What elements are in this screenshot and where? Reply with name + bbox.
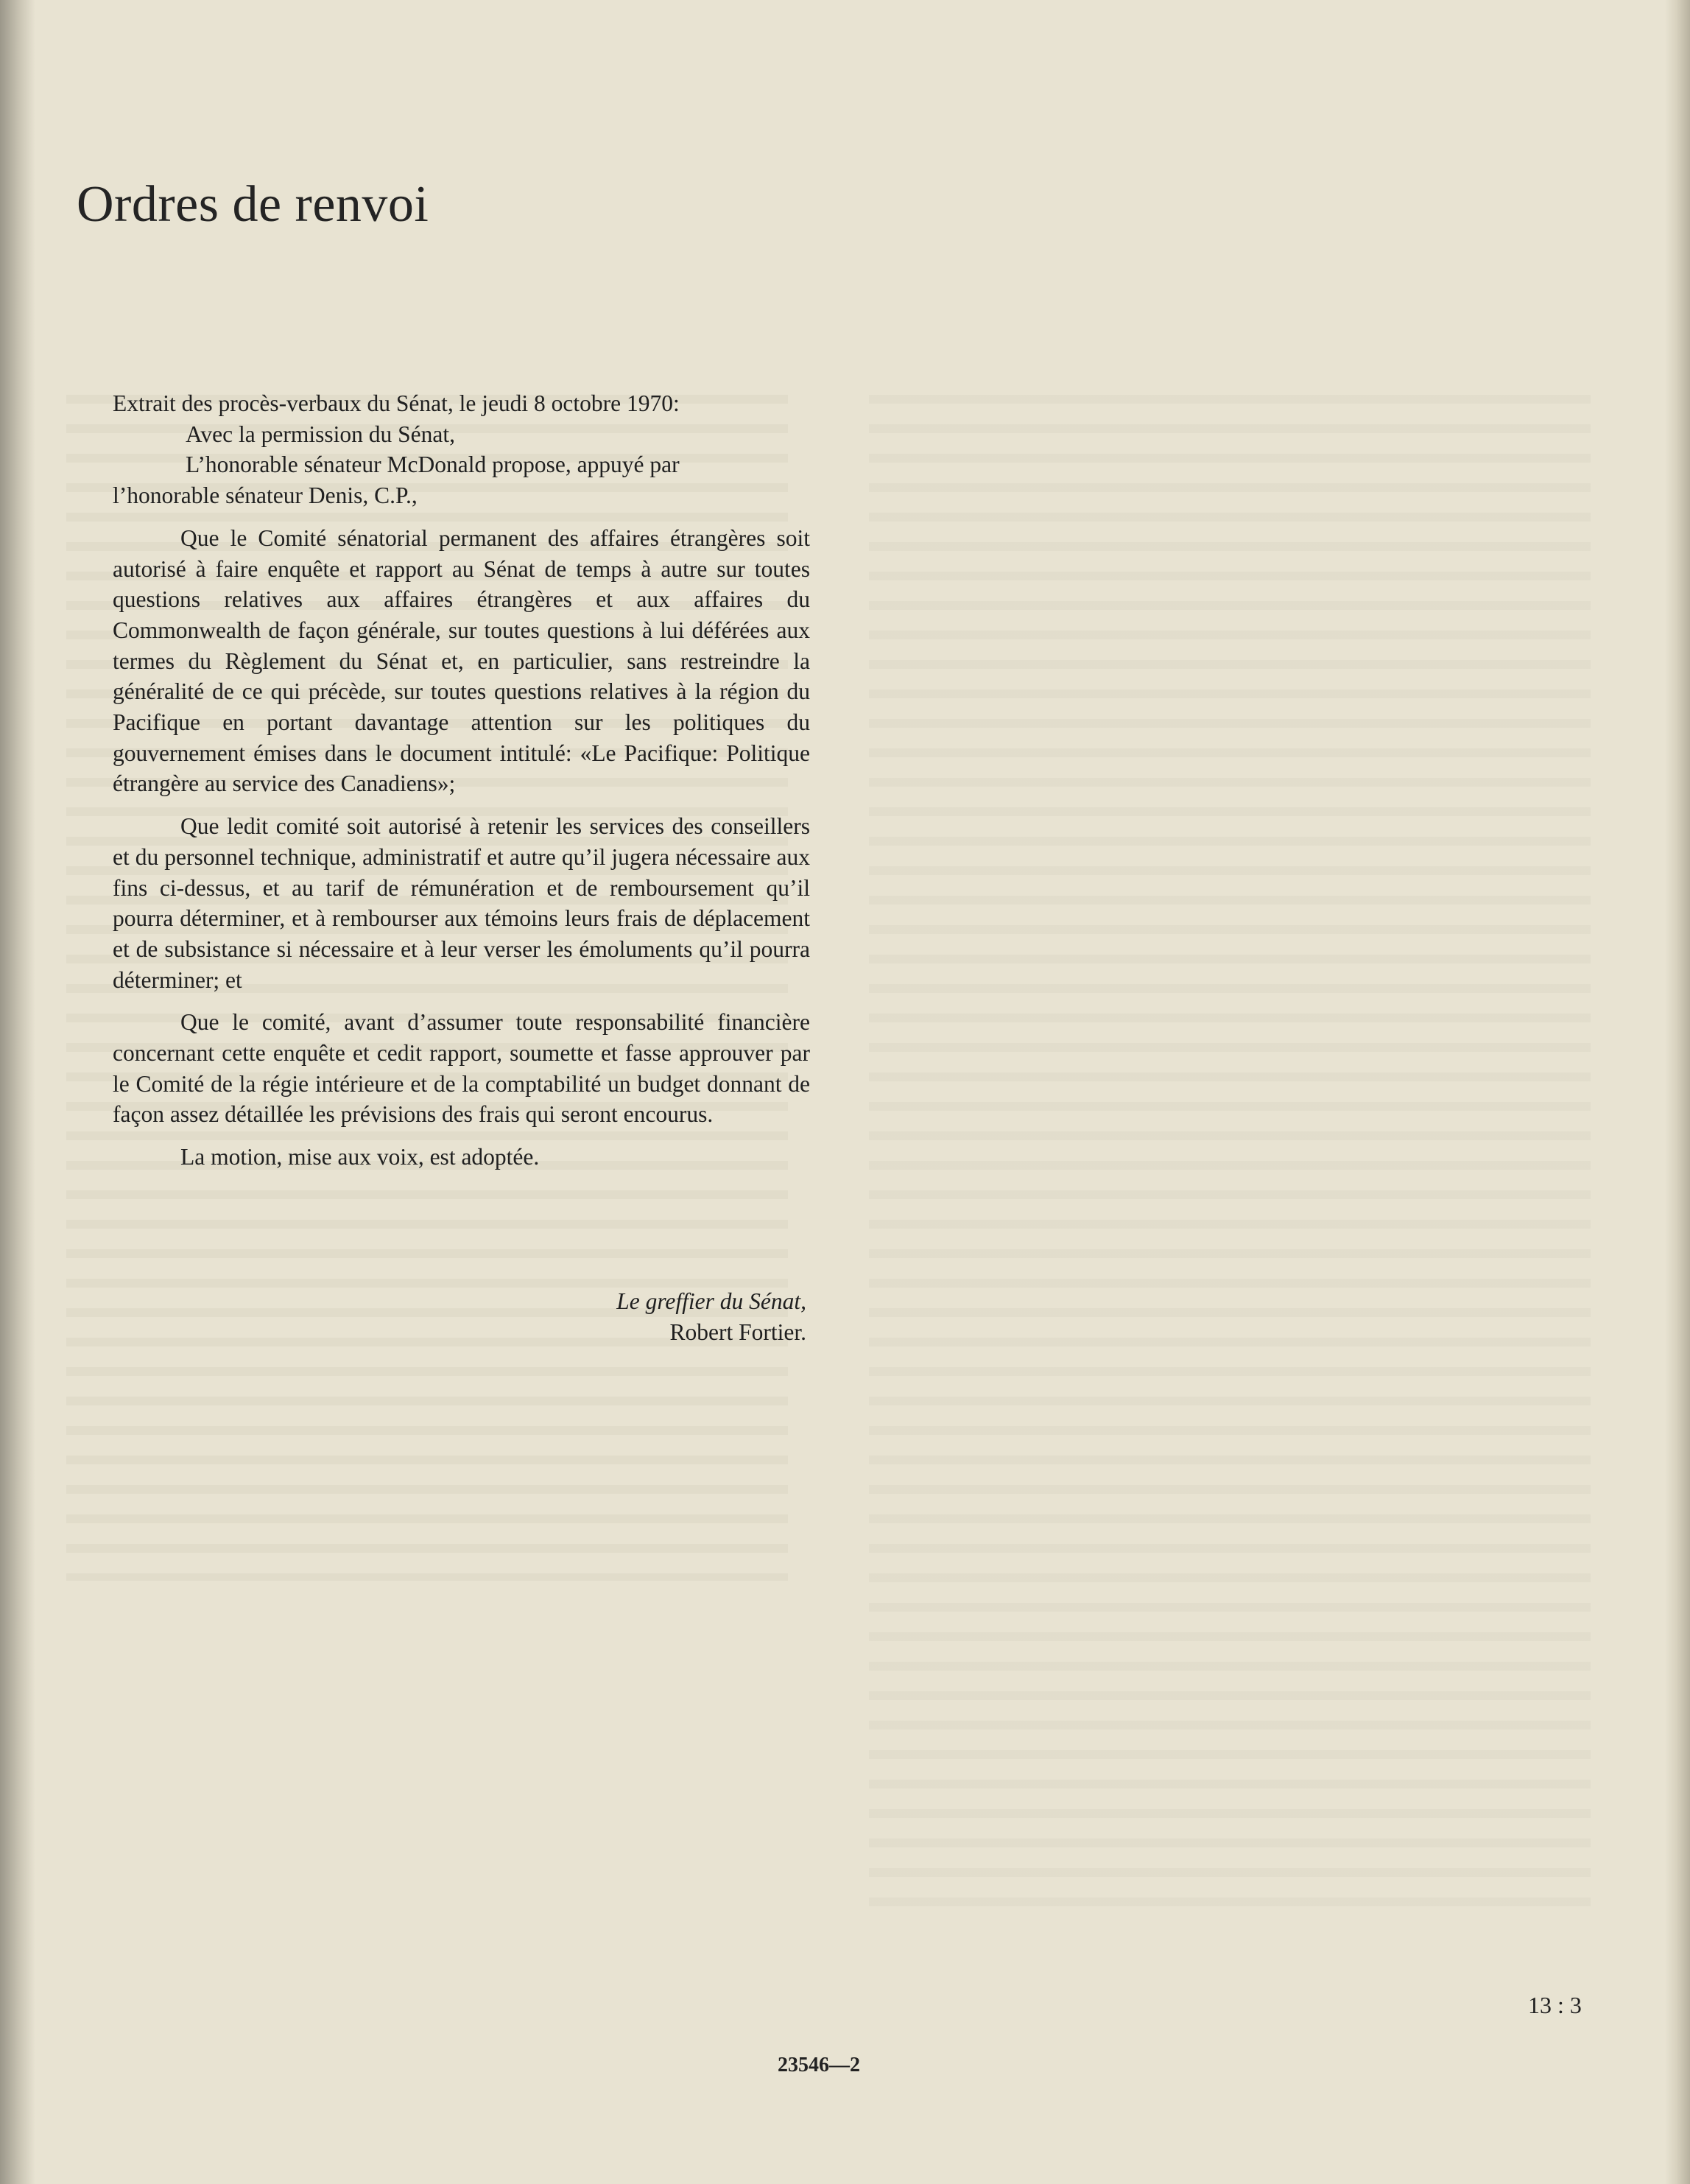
page-number: 13 : 3 (1528, 1992, 1582, 2018)
signature-title: Le greffier du Sénat, (616, 1288, 806, 1314)
proposal-line-1: L’honorable sénateur McDonald propose, appuyé par (186, 452, 680, 478)
permission-line: Avec la permission du Sénat, (186, 421, 455, 447)
motion-line: La motion, mise aux voix, est adoptée. (180, 1144, 540, 1170)
reference-order-text (113, 388, 810, 1173)
intro-line: Extrait des procès-verbaux du Sénat, le jeudi 8 octobre 1970: (113, 390, 680, 416)
page-binding-shadow (0, 0, 35, 2184)
page-edge-shadow (1665, 0, 1690, 2184)
page-title: Ordres de renvoi (77, 176, 429, 233)
paragraph-services: Que ledit comité soit autorisé à retenir les services des conseillers et du personnel technique, administratif et autre qu’il jugera nécessaire aux fins ci-dessus, et au tarif de rémunération et de remboursement qu’il pourra déterminer, et à rembourser aux témoins leurs frais de déplacement et de subsistance si nécessaire et à leur verser les émoluments qu’il pourra déterminer; et (113, 813, 810, 993)
paragraph-budget: Que le comité, avant d’assumer toute responsabilité financière concernant cette enquête et cedit rapport, soumette et fasse approuver par le Comité de la régie intérieure et de la comptabilité un budget donnant de façon assez détaillée les prévisions des frais qui seront encourus. (113, 1009, 810, 1128)
signature-block (515, 1286, 806, 1348)
proposal-line-2: l’honorable sénateur Denis, C.P., (113, 482, 418, 509)
bleedthrough-right-column (869, 395, 1591, 1927)
paragraph-mandate: Que le Comité sénatorial permanent des affaires étrangères soit autorisé à faire enquête et rapport au Sénat de temps à autre sur toutes questions relatives aux affaires étrangères et aux affaires du Commonwealth de façon générale, sur toutes questions à lui déférées aux termes du Règlement du Sénat et, en particulier, sans restreindre la généralité de ce qui précède, sur toutes questions relatives à la région du Pacifique en portant davantage attention sur les politiques du gouvernement émises dans le document intitulé: «Le Pacifique: Politique étrangère au service des Canadiens»; (113, 524, 810, 797)
signature-name: Robert Fortier. (669, 1319, 806, 1345)
footer-code: 23546—2 (778, 2054, 860, 2076)
